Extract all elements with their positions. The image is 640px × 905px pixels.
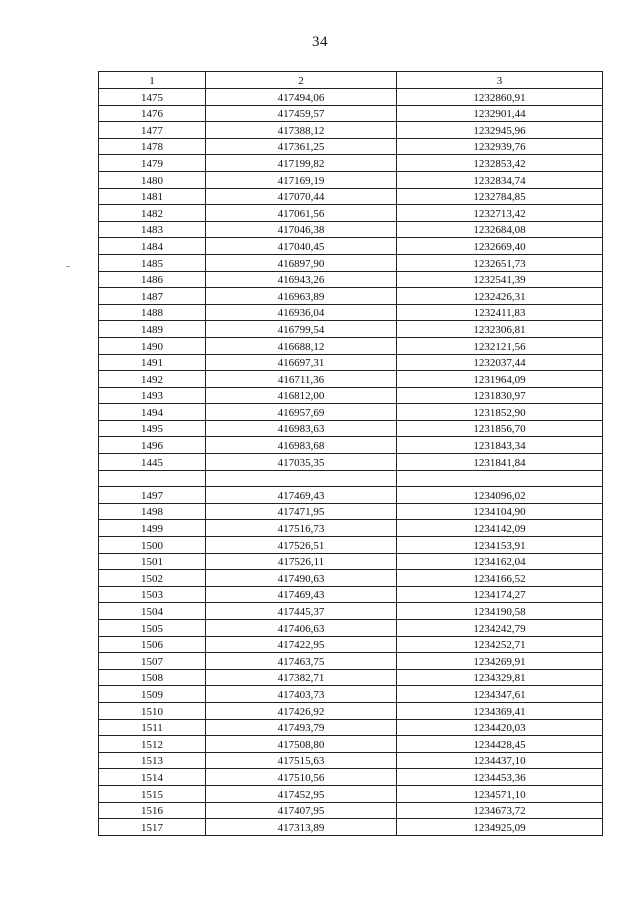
margin-mark [66, 266, 70, 267]
point-number-cell: 1498 [99, 503, 206, 520]
point-number-cell: 1493 [99, 387, 206, 404]
y-coordinate-cell: 1234242,79 [397, 620, 603, 637]
point-number-cell: 1505 [99, 620, 206, 637]
y-coordinate-cell: 1234420,03 [397, 719, 603, 736]
table-row [99, 487, 603, 504]
y-coordinate-cell: 1232684,08 [397, 221, 603, 238]
y-coordinate-cell: 1234142,09 [397, 520, 603, 537]
y-coordinate-cell: 1234925,09 [397, 819, 603, 836]
x-coordinate-cell: 417515,63 [206, 752, 397, 769]
point-number-cell: 1516 [99, 802, 206, 819]
y-coordinate-cell: 1232860,91 [397, 89, 603, 106]
y-coordinate-cell: 1232541,39 [397, 271, 603, 288]
y-coordinate-cell: 1234153,91 [397, 537, 603, 554]
table-row [99, 387, 603, 404]
y-coordinate-cell: 1232784,85 [397, 188, 603, 205]
point-number-cell: 1513 [99, 752, 206, 769]
table-row [99, 586, 603, 603]
table-row [99, 171, 603, 188]
point-number-cell: 1482 [99, 205, 206, 222]
table-row [99, 769, 603, 786]
x-coordinate-cell: 417516,73 [206, 520, 397, 537]
x-coordinate-cell: 417471,95 [206, 503, 397, 520]
table-row [99, 470, 603, 487]
x-coordinate-cell: 417490,63 [206, 570, 397, 587]
table-row [99, 686, 603, 703]
table-row [99, 603, 603, 620]
point-number-cell: 1445 [99, 454, 206, 471]
y-coordinate-cell: 1234269,91 [397, 653, 603, 670]
x-coordinate-cell: 417169,19 [206, 171, 397, 188]
table-header-row [99, 72, 603, 89]
point-number-cell: 1491 [99, 354, 206, 371]
x-coordinate-cell: 417040,45 [206, 238, 397, 255]
table-row [99, 454, 603, 471]
x-coordinate-cell: 417403,73 [206, 686, 397, 703]
table-row [99, 337, 603, 354]
x-coordinate-cell: 417361,25 [206, 138, 397, 155]
point-number-cell: 1487 [99, 288, 206, 305]
y-coordinate-cell: 1234453,36 [397, 769, 603, 786]
table-row [99, 719, 603, 736]
x-coordinate-cell: 416963,89 [206, 288, 397, 305]
x-coordinate-cell: 417388,12 [206, 122, 397, 139]
y-coordinate-cell: 1234162,04 [397, 553, 603, 570]
x-coordinate-cell: 416697,31 [206, 354, 397, 371]
point-number-cell: 1488 [99, 304, 206, 321]
x-coordinate-cell: 417406,63 [206, 620, 397, 637]
point-number-cell: 1492 [99, 371, 206, 388]
point-number-cell: 1485 [99, 254, 206, 271]
table-row [99, 155, 603, 172]
y-coordinate-cell: 1231964,09 [397, 371, 603, 388]
point-number-cell: 1478 [99, 138, 206, 155]
y-coordinate-cell: 1231830,97 [397, 387, 603, 404]
point-number-cell: 1511 [99, 719, 206, 736]
x-coordinate-cell [206, 470, 397, 487]
x-coordinate-cell: 416943,26 [206, 271, 397, 288]
table-row [99, 89, 603, 106]
column-header-2: 2 [206, 72, 397, 89]
y-coordinate-cell: 1232411,83 [397, 304, 603, 321]
x-coordinate-cell: 417508,80 [206, 736, 397, 753]
y-coordinate-cell: 1234104,90 [397, 503, 603, 520]
y-coordinate-cell: 1232426,31 [397, 288, 603, 305]
point-number-cell: 1484 [99, 238, 206, 255]
x-coordinate-cell: 417035,35 [206, 454, 397, 471]
point-number-cell: 1496 [99, 437, 206, 454]
point-number-cell: 1497 [99, 487, 206, 504]
y-coordinate-cell: 1234673,72 [397, 802, 603, 819]
table-row [99, 304, 603, 321]
table-row [99, 702, 603, 719]
y-coordinate-cell: 1234369,41 [397, 702, 603, 719]
x-coordinate-cell: 417526,51 [206, 537, 397, 554]
y-coordinate-cell: 1231843,34 [397, 437, 603, 454]
y-coordinate-cell: 1232713,42 [397, 205, 603, 222]
table-row [99, 785, 603, 802]
x-coordinate-cell: 416799,54 [206, 321, 397, 338]
x-coordinate-cell: 417382,71 [206, 669, 397, 686]
point-number-cell: 1503 [99, 586, 206, 603]
x-coordinate-cell: 416983,63 [206, 420, 397, 437]
y-coordinate-cell: 1234174,27 [397, 586, 603, 603]
table-row [99, 371, 603, 388]
point-number-cell: 1494 [99, 404, 206, 421]
table-row [99, 752, 603, 769]
point-number-cell: 1515 [99, 785, 206, 802]
table-row [99, 620, 603, 637]
point-number-cell: 1502 [99, 570, 206, 587]
y-coordinate-cell: 1232306,81 [397, 321, 603, 338]
y-coordinate-cell: 1232901,44 [397, 105, 603, 122]
x-coordinate-cell: 417494,06 [206, 89, 397, 106]
y-coordinate-cell: 1232853,42 [397, 155, 603, 172]
y-coordinate-cell: 1234096,02 [397, 487, 603, 504]
point-number-cell: 1475 [99, 89, 206, 106]
x-coordinate-cell: 416983,68 [206, 437, 397, 454]
point-number-cell: 1483 [99, 221, 206, 238]
x-coordinate-cell: 416812,00 [206, 387, 397, 404]
x-coordinate-cell: 417493,79 [206, 719, 397, 736]
y-coordinate-cell: 1232651,73 [397, 254, 603, 271]
table-row [99, 537, 603, 554]
y-coordinate-cell [397, 470, 603, 487]
point-number-cell: 1508 [99, 669, 206, 686]
x-coordinate-cell: 417452,95 [206, 785, 397, 802]
y-coordinate-cell: 1231856,70 [397, 420, 603, 437]
table-row [99, 105, 603, 122]
y-coordinate-cell: 1232945,96 [397, 122, 603, 139]
x-coordinate-cell: 417445,37 [206, 603, 397, 620]
y-coordinate-cell: 1231852,90 [397, 404, 603, 421]
table-row [99, 321, 603, 338]
y-coordinate-cell: 1232037,44 [397, 354, 603, 371]
table-row [99, 570, 603, 587]
table-row [99, 404, 603, 421]
column-header-3: 3 [397, 72, 603, 89]
point-number-cell: 1500 [99, 537, 206, 554]
x-coordinate-cell: 417526,11 [206, 553, 397, 570]
table-row [99, 819, 603, 836]
point-number-cell: 1510 [99, 702, 206, 719]
table-body [99, 89, 603, 836]
point-number-cell: 1481 [99, 188, 206, 205]
table-row [99, 653, 603, 670]
x-coordinate-cell: 417422,95 [206, 636, 397, 653]
x-coordinate-cell: 417313,89 [206, 819, 397, 836]
y-coordinate-cell: 1232939,76 [397, 138, 603, 155]
point-number-cell: 1477 [99, 122, 206, 139]
table-row [99, 802, 603, 819]
point-number-cell [99, 470, 206, 487]
point-number-cell: 1501 [99, 553, 206, 570]
point-number-cell: 1514 [99, 769, 206, 786]
x-coordinate-cell: 416711,36 [206, 371, 397, 388]
x-coordinate-cell: 417407,95 [206, 802, 397, 819]
point-number-cell: 1506 [99, 636, 206, 653]
x-coordinate-cell: 417199,82 [206, 155, 397, 172]
y-coordinate-cell: 1234329,81 [397, 669, 603, 686]
coordinates-table [98, 71, 603, 836]
y-coordinate-cell: 1232669,40 [397, 238, 603, 255]
x-coordinate-cell: 417459,57 [206, 105, 397, 122]
point-number-cell: 1517 [99, 819, 206, 836]
y-coordinate-cell: 1234190,58 [397, 603, 603, 620]
x-coordinate-cell: 416897,90 [206, 254, 397, 271]
table-row [99, 238, 603, 255]
table-row [99, 188, 603, 205]
y-coordinate-cell: 1234428,45 [397, 736, 603, 753]
point-number-cell: 1480 [99, 171, 206, 188]
point-number-cell: 1504 [99, 603, 206, 620]
y-coordinate-cell: 1234571,10 [397, 785, 603, 802]
point-number-cell: 1507 [99, 653, 206, 670]
table-row [99, 205, 603, 222]
table-row [99, 221, 603, 238]
table-row [99, 122, 603, 139]
column-header-1: 1 [99, 72, 206, 89]
table-row [99, 138, 603, 155]
point-number-cell: 1476 [99, 105, 206, 122]
y-coordinate-cell: 1231841,84 [397, 454, 603, 471]
y-coordinate-cell: 1232121,56 [397, 337, 603, 354]
page-number: 34 [312, 34, 328, 50]
point-number-cell: 1509 [99, 686, 206, 703]
table-row [99, 254, 603, 271]
x-coordinate-cell: 417426,92 [206, 702, 397, 719]
table-row [99, 437, 603, 454]
table-row [99, 354, 603, 371]
x-coordinate-cell: 417510,56 [206, 769, 397, 786]
x-coordinate-cell: 417463,75 [206, 653, 397, 670]
table-row [99, 636, 603, 653]
x-coordinate-cell: 416957,69 [206, 404, 397, 421]
table-row [99, 288, 603, 305]
x-coordinate-cell: 416936,04 [206, 304, 397, 321]
table-row [99, 420, 603, 437]
table-row [99, 553, 603, 570]
x-coordinate-cell: 417070,44 [206, 188, 397, 205]
x-coordinate-cell: 416688,12 [206, 337, 397, 354]
point-number-cell: 1490 [99, 337, 206, 354]
table-row [99, 669, 603, 686]
y-coordinate-cell: 1234166,52 [397, 570, 603, 587]
y-coordinate-cell: 1234252,71 [397, 636, 603, 653]
point-number-cell: 1479 [99, 155, 206, 172]
y-coordinate-cell: 1234437,10 [397, 752, 603, 769]
point-number-cell: 1486 [99, 271, 206, 288]
point-number-cell: 1499 [99, 520, 206, 537]
y-coordinate-cell: 1232834,74 [397, 171, 603, 188]
table-row [99, 736, 603, 753]
point-number-cell: 1512 [99, 736, 206, 753]
table-row [99, 520, 603, 537]
point-number-cell: 1489 [99, 321, 206, 338]
x-coordinate-cell: 417046,38 [206, 221, 397, 238]
table-row [99, 271, 603, 288]
point-number-cell: 1495 [99, 420, 206, 437]
table-row [99, 503, 603, 520]
x-coordinate-cell: 417469,43 [206, 586, 397, 603]
x-coordinate-cell: 417061,56 [206, 205, 397, 222]
y-coordinate-cell: 1234347,61 [397, 686, 603, 703]
x-coordinate-cell: 417469,43 [206, 487, 397, 504]
